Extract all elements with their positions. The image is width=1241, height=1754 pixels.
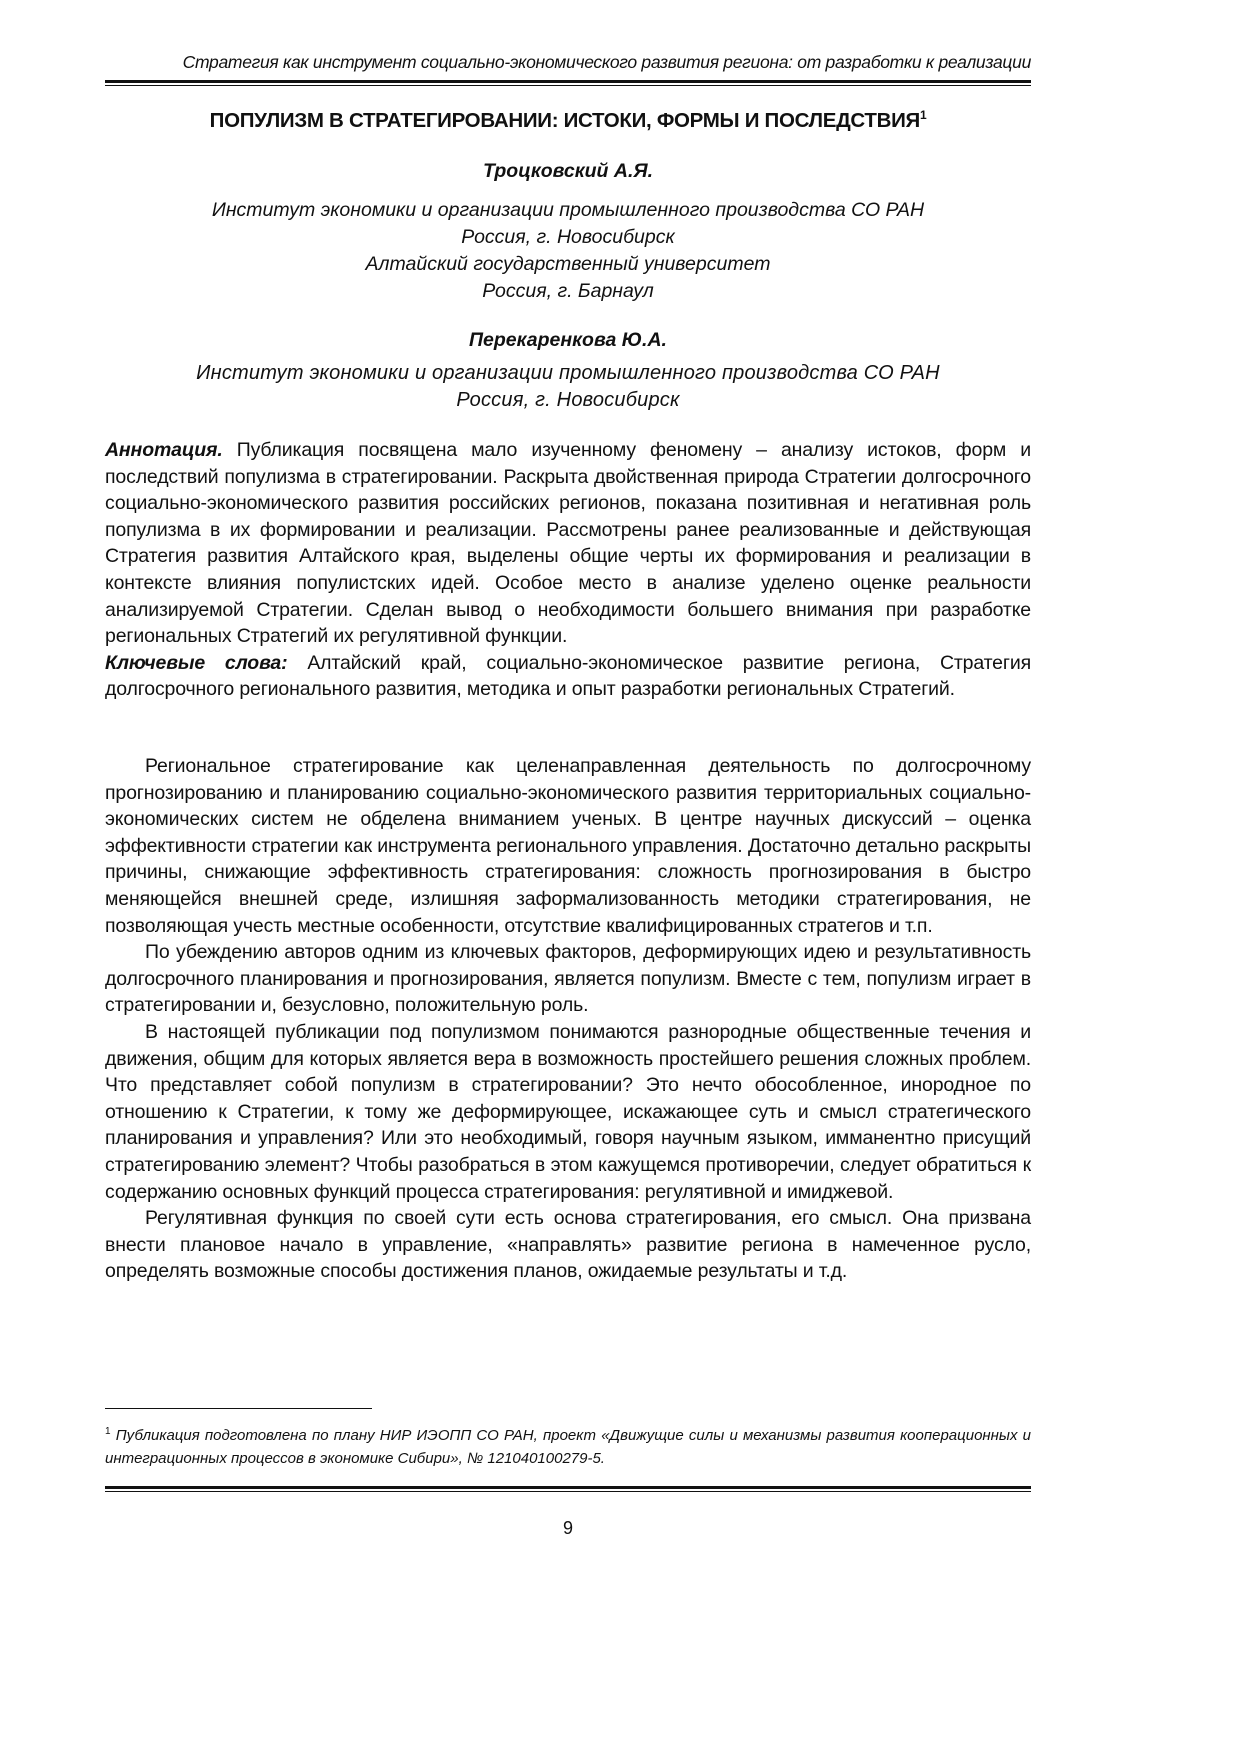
footer-divider [105,1486,1031,1492]
article-title [105,108,1031,133]
author-name: Троцковский А.Я. [482,160,654,182]
footnote-mark: 1 [105,1426,111,1437]
keywords-label: Ключевые слова: [105,651,288,674]
running-head: Стратегия как инструмент социально-экономического развития региона: от разработки к реализации [182,52,1031,72]
header-divider [105,80,1031,86]
footnote-divider [105,1408,372,1409]
page-number: 9 [562,1518,573,1538]
affiliation: Россия, г. Новосибирск [456,389,680,411]
author-block-2 [105,327,1031,414]
footnote-text: Публикация подготовлена по плану НИР ИЭОПП СО РАН, проект «Движущие силы и механизмы развития кооперационных и интеграционных процессов в экономике Сибири», № 121040100279-5. [105,1427,1031,1467]
author-block-1 [105,158,1031,305]
title-footnote-mark: 1 [919,108,927,122]
body-paragraph: В настоящей публикации под популизмом понимаются разнородные общественные течения и движения, общим для которых является вера в возможность простейшего решения сложных проблем. Что представляет собой популизм в стратегировании? Это нечто обособленное, инородное по отношению к Стратегии, к тому же деформирующее, искажающее суть и смысл стратегического планирования и управления? Или это необходимый, говоря научным языком, имманентно присущий стратегированию элемент? Чтобы разобраться в этом кажущемся противоречии, следует обратиться к содержанию основных функций процесса стратегирования: регулятивной и имиджевой. [105,1020,1031,1203]
affiliation: Алтайский государственный университет [365,253,771,275]
abstract-label: Аннотация. [105,439,223,461]
affiliation: Институт экономики и организации промышленного производства СО РАН [196,362,940,384]
keywords-text: Алтайский край, социально-экономическое развитие региона, Стратегия долгосрочного регионального развития, методика и опыт разработки региональных Стратегий. [105,651,1031,701]
body-paragraph: Регулятивная функция по своей сути есть основа стратегирования, его смысл. Она призвана внести плановое начало в управление, «направлять» развитие региона в намеченное русло, определять возможные способы достижения планов, ожидаемые результаты и т.д. [105,1207,1031,1283]
abstract-text: Публикация посвящена мало изученному феномену – анализу истоков, форм и последствий популизма в стратегировании. Раскрыта двойственная природа Стратегии долгосрочного социально-экономического развития российских регионов, показана позитивная и негативная роль популизма в их формировании и реализации. Рассмотрены ранее реализованные и действующая Стратегия развития Алтайского края, выделены общие черты их формирования и реализации в контексте влияния популистских идей. Особое место в анализе уделено оценке реальности анализируемой Стратегии. Сделан вывод о необходимости большего внимания при разработке региональных Стратегий их регулятивной функции. [105,439,1031,648]
affiliation: Институт экономики и организации промышленного производства СО РАН [211,199,925,221]
body-paragraph: По убеждению авторов одним из ключевых факторов, деформирующих идею и результативность долгосрочного планирования и прогнозирования, является популизм. Вместе с тем, популизм играет в стратегировании и, безусловно, положительную роль. [105,941,1031,1017]
affiliation: Россия, г. Барнаул [482,280,654,302]
footnote [105,1420,1031,1470]
keywords [105,650,1031,703]
affiliation: Россия, г. Новосибирск [461,226,675,248]
body-paragraph: Региональное стратегирование как целенаправленная деятельность по долгосрочному прогнозированию и планированию социально-экономического развития территориальных социально-экономических систем не обделена вниманием ученых. В центре научных дискуссий – оценка эффективности стратегии как инструмента регионального управления. Достаточно детально раскрыты причины, снижающие эффективность стратегирования: сложность прогнозирования в быстро меняющейся внешней среде, излишняя заформализованность методики стратегирования, не позволяющая учесть местные особенности, отсутствие квалифицированных стратегов и т.п. [105,755,1031,937]
abstract-section [105,437,1031,703]
body-text [105,753,1031,1285]
title-text: ПОПУЛИЗМ В СТРАТЕГИРОВАНИИ: ИСТОКИ, ФОРМЫ И ПОСЛЕДСТВИЯ [209,108,920,132]
abstract [105,437,1031,650]
author-name: Перекаренкова Ю.А. [469,329,667,351]
